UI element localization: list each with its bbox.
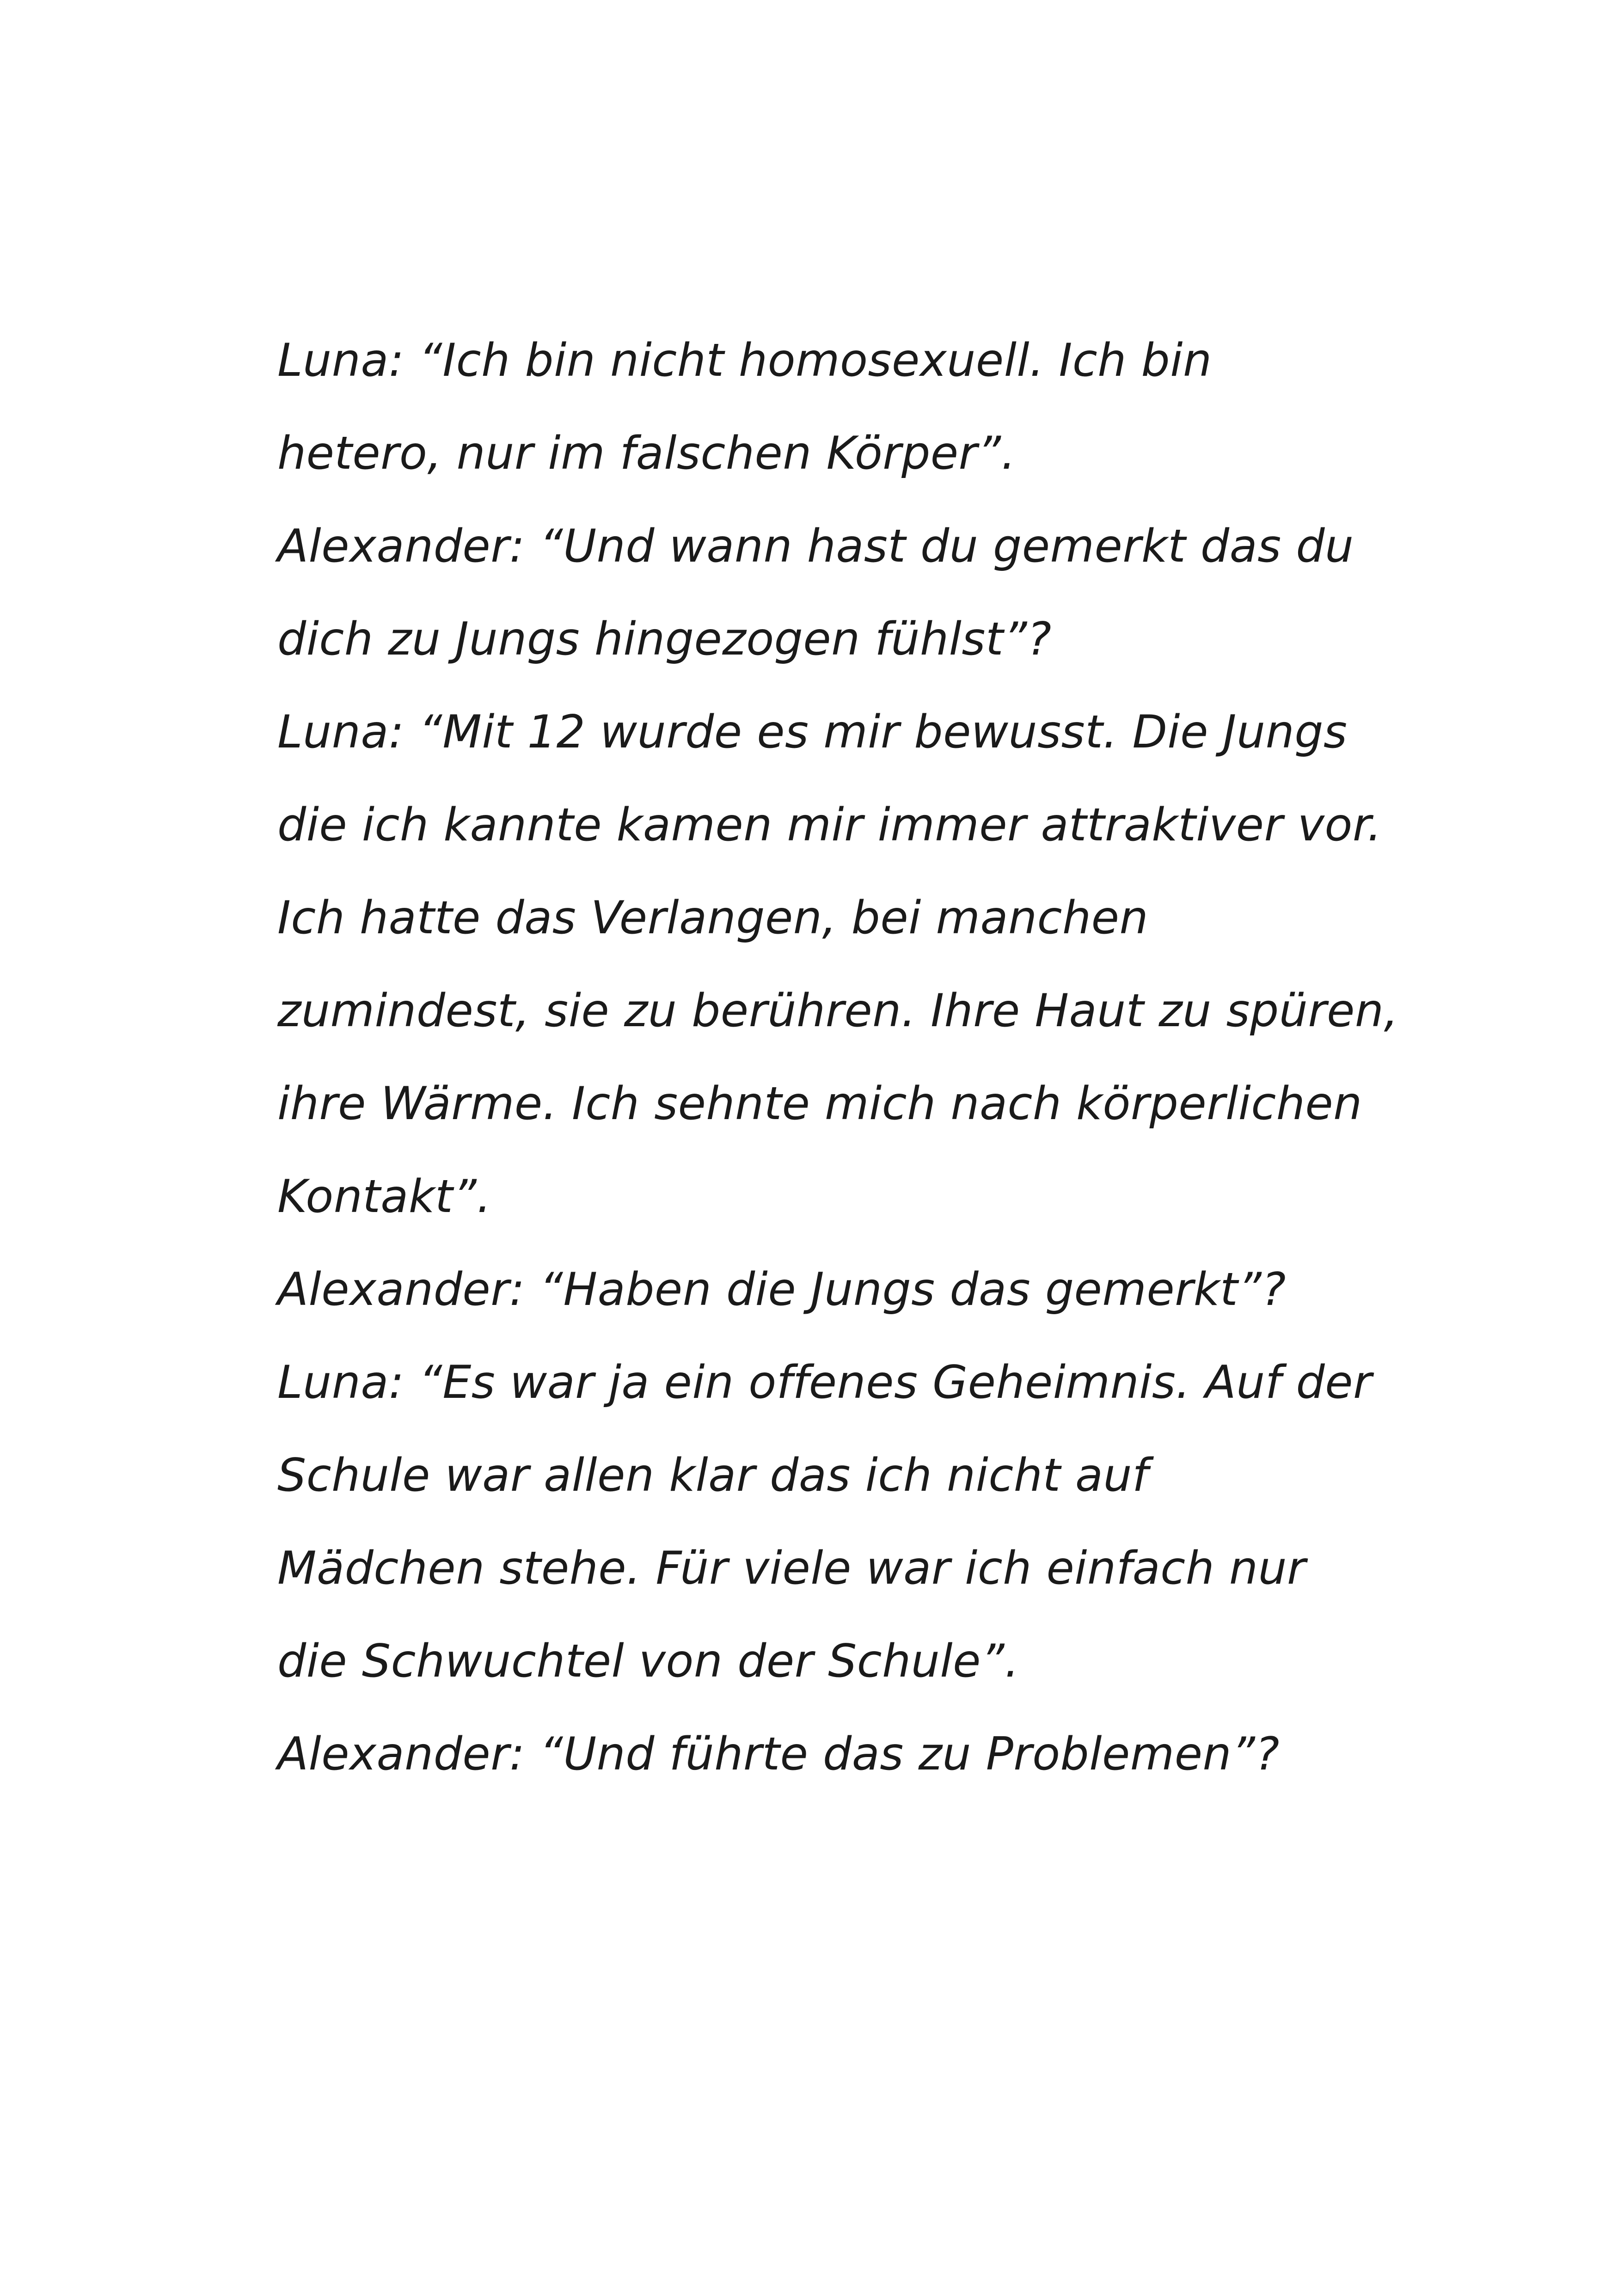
text-line: Luna: “Mit 12 wurde es mir bewusst. Die Jungs [277,706,1348,759]
text-line: die ich kannte kamen mir immer attraktiver vor. [277,799,1382,851]
text-line: Alexander: “Haben die Jungs das gemerkt”? [277,1263,1286,1316]
text-line: Alexander: “Und führte das zu Problemen”? [277,1728,1280,1781]
text-line: Ich hatte das Verlangen, bei manchen [277,892,1149,944]
text-line: Mädchen stehe. Für viele war ich einfach nur [277,1542,1306,1595]
text-line: dich zu Jungs hingezogen fühlst”? [277,613,1052,666]
dialogue-text-block [277,314,1399,1801]
text-line: die Schwuchtel von der Schule”. [277,1635,1019,1688]
text-line: Kontakt”. [277,1170,491,1223]
text-line: Luna: “Ich bin nicht homosexuell. Ich bin [277,334,1212,387]
text-line: Luna: “Es war ja ein offenes Geheimnis. Auf der [277,1356,1372,1409]
text-line: hetero, nur im falschen Körper”. [277,427,1016,480]
text-line: ihre Wärme. Ich sehnte mich nach körperlichen [277,1078,1362,1130]
text-line: Schule war allen klar das ich nicht auf [277,1449,1149,1502]
text-line: Alexander: “Und wann hast du gemerkt das du [277,520,1354,573]
text-line: zumindest, sie zu berühren. Ihre Haut zu spüren, [277,985,1399,1037]
